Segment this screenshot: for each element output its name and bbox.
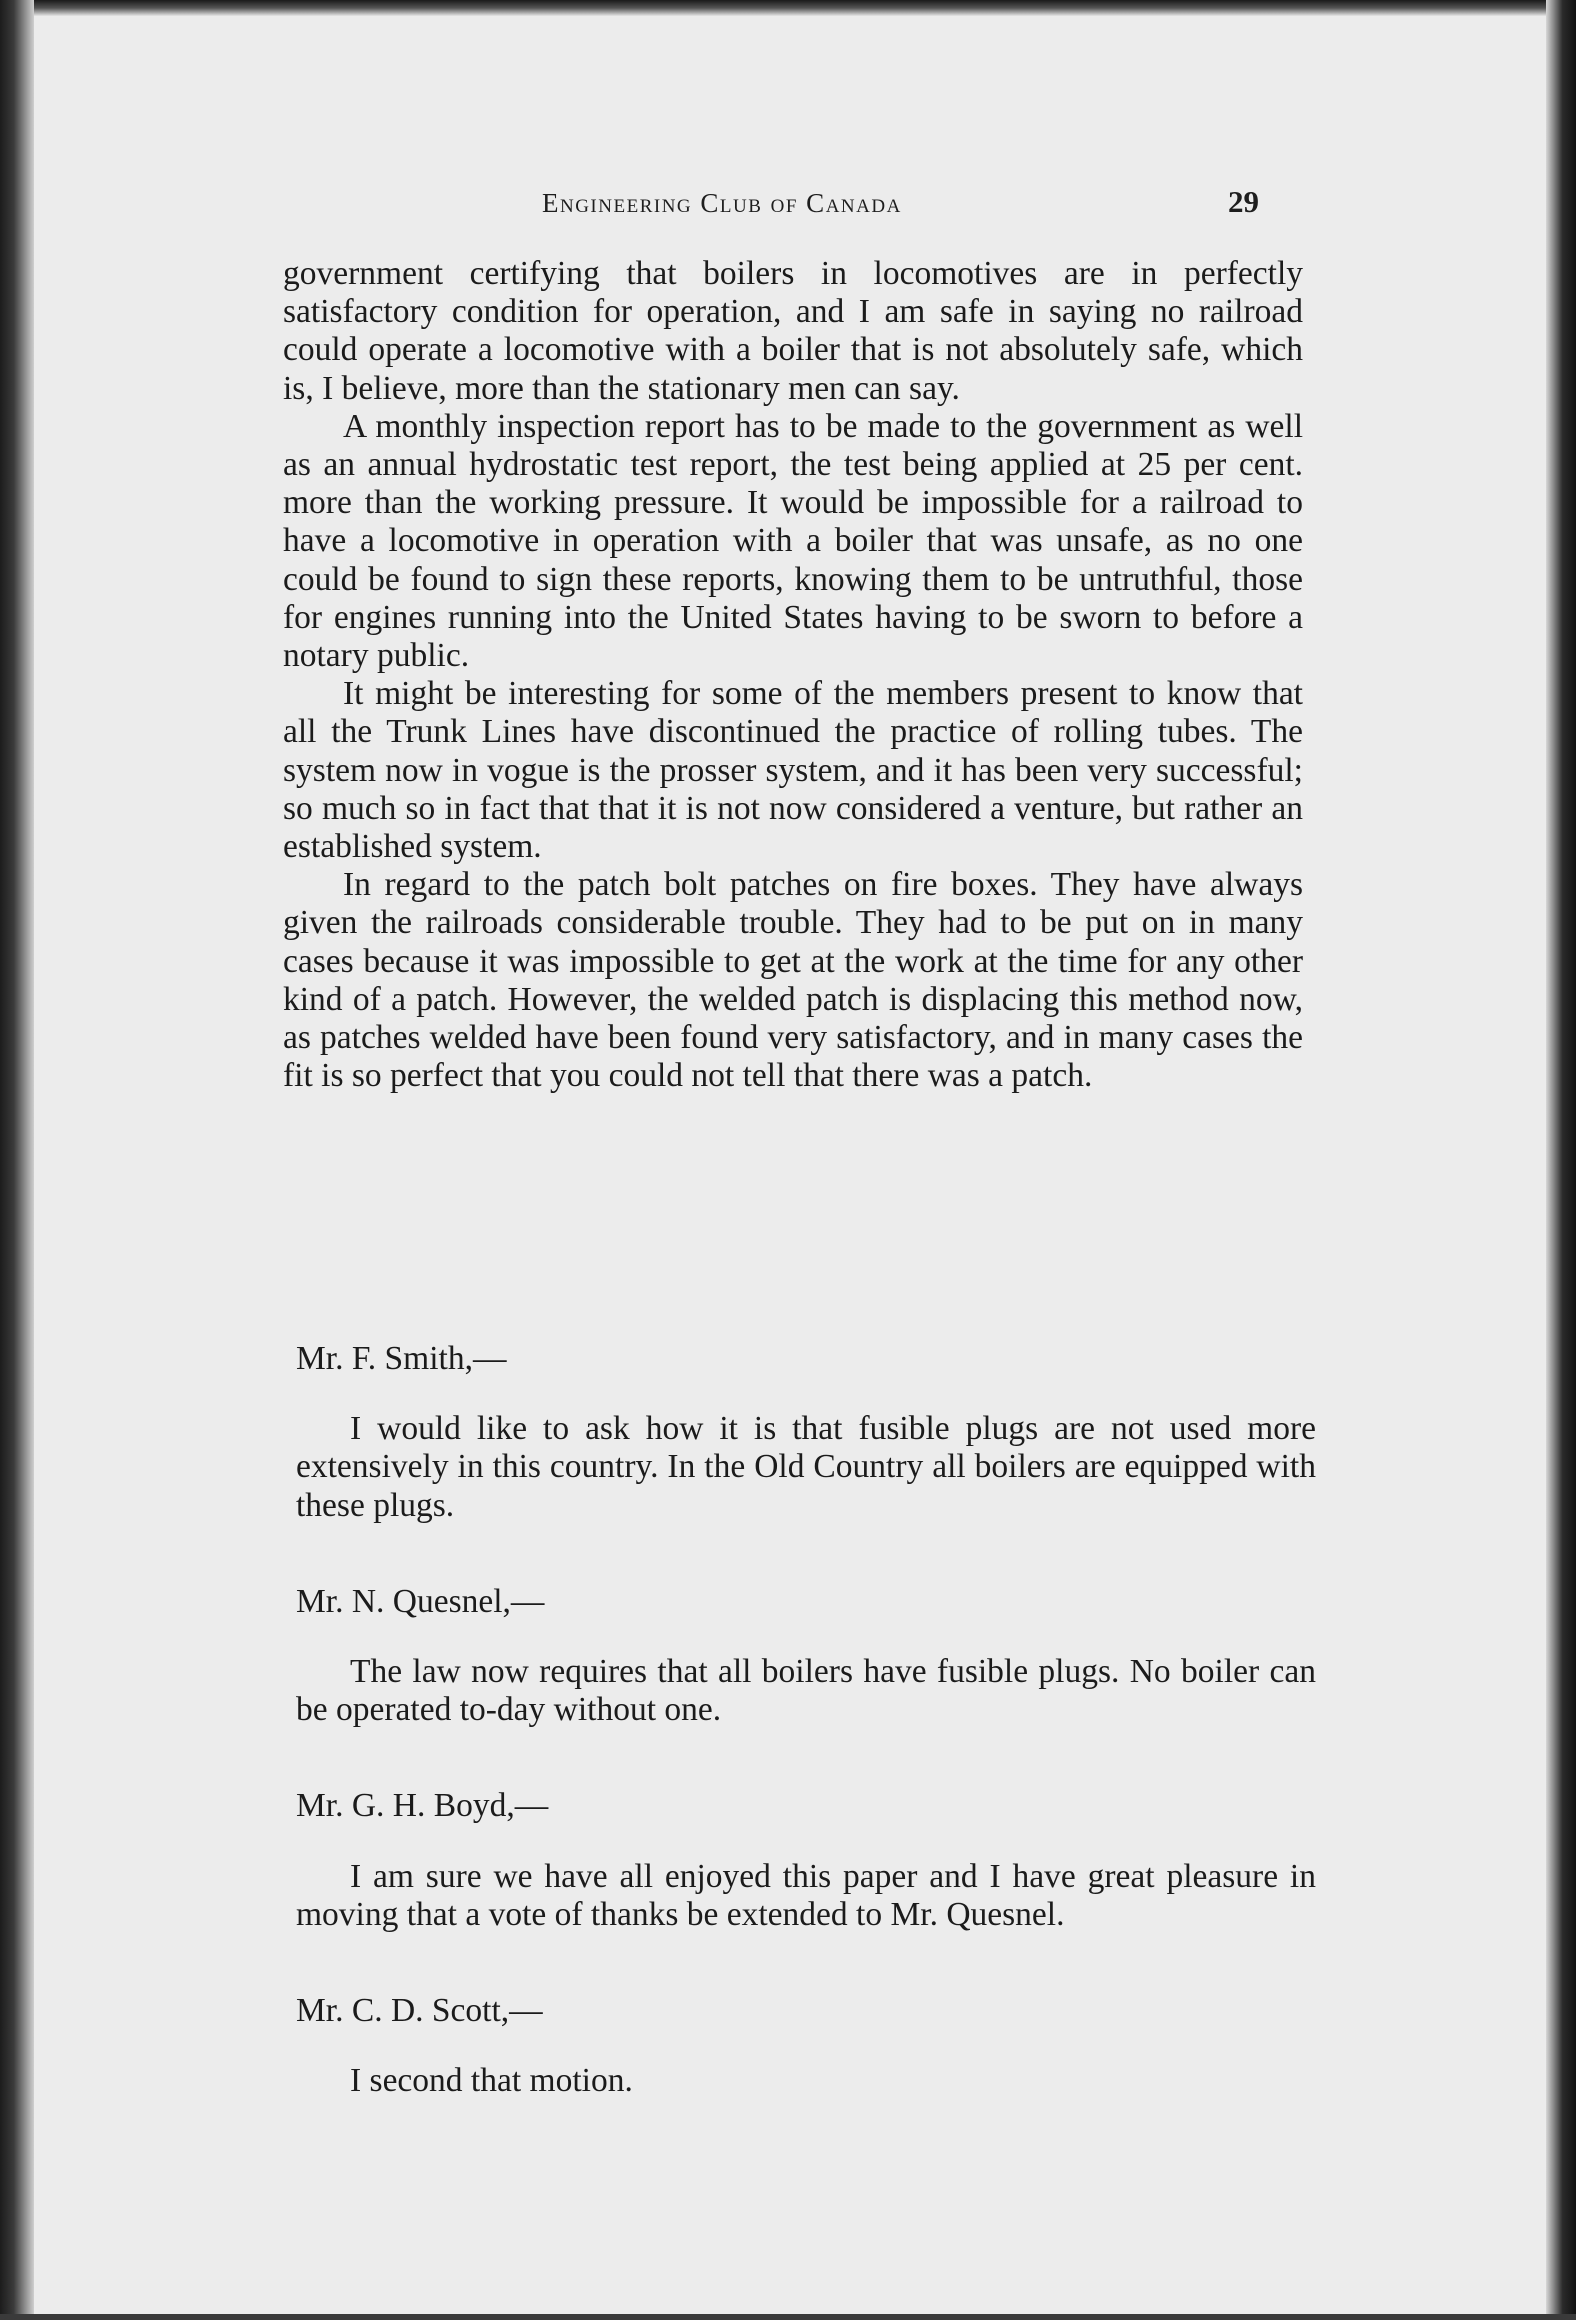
page-top-edge: [0, 0, 1576, 16]
speaker-name: Mr. G. H. Boyd,—: [296, 1787, 549, 1825]
speaker-remark: I am sure we have all enjoyed this paper and I have great pleasure in moving that a vote of thanks be extended to Mr. Quesnel.: [296, 1857, 1316, 1933]
speaker-name: Mr. C. D. Scott,—: [296, 1992, 543, 2030]
speaker-name: Mr. F. Smith,—: [296, 1340, 507, 1377]
body-text: [283, 255, 1303, 1095]
speaker-name: Mr. N. Quesnel,—: [296, 1582, 545, 1620]
speaker-remark: I second that motion.: [350, 2062, 633, 2100]
paragraph: It might be interesting for some of the members present to know that all the Trunk Lines have discontinued the practice of rolling tubes. The system now in vogue is the prosser system, and it has been very successful; so much so in fact that that it is not now considered a venture, but rather an established system.: [283, 675, 1303, 866]
page-bottom-edge: [0, 2314, 1576, 2320]
running-title: Engineering Club of Canada: [542, 188, 902, 218]
page-header: [280, 184, 1280, 228]
book-spine-left: [0, 0, 34, 2320]
paragraph: In regard to the patch bolt patches on fire boxes. They have always given the railroads considerable trouble. They had to be put on in many cases because it was impossible to get at the work at the time for any other kind of a patch. However, the welded patch is displacing this method now, as patches welded have been found very satisfactory, and in many cases the fit is so perfect that you could not tell that there was a patch.: [283, 866, 1303, 1095]
book-edge-right: [1546, 0, 1576, 2320]
paragraph: A monthly inspection report has to be made to the government as well as an annual hydrostatic test report, the test being applied at 25 per cent. more than the working pressure. It would be impossible for a railroad to have a locomotive in operation with a boiler that was unsafe, as no one could be found to sign these reports, knowing them to be untruthful, those for engines running into the United States having to be sworn to before a notary public.: [283, 407, 1303, 675]
speaker-remark: I would like to ask how it is that fusible plugs are not used more extensively in this country. In the Old Country all boilers are equipped with these plugs.: [296, 1410, 1316, 1524]
page-number: 29: [1228, 184, 1259, 219]
discussion-section: [296, 1340, 1316, 2158]
paragraph: government certifying that boilers in locomotives are in perfectly satisfactory condition for operation, and I am safe in saying no railroad could operate a locomotive with a boiler that is not absolutely safe, which is, I believe, more than the stationary men can say.: [283, 255, 1303, 407]
speaker-remark: The law now requires that all boilers have fusible plugs. No boiler can be operated to-day without one.: [296, 1653, 1316, 1729]
